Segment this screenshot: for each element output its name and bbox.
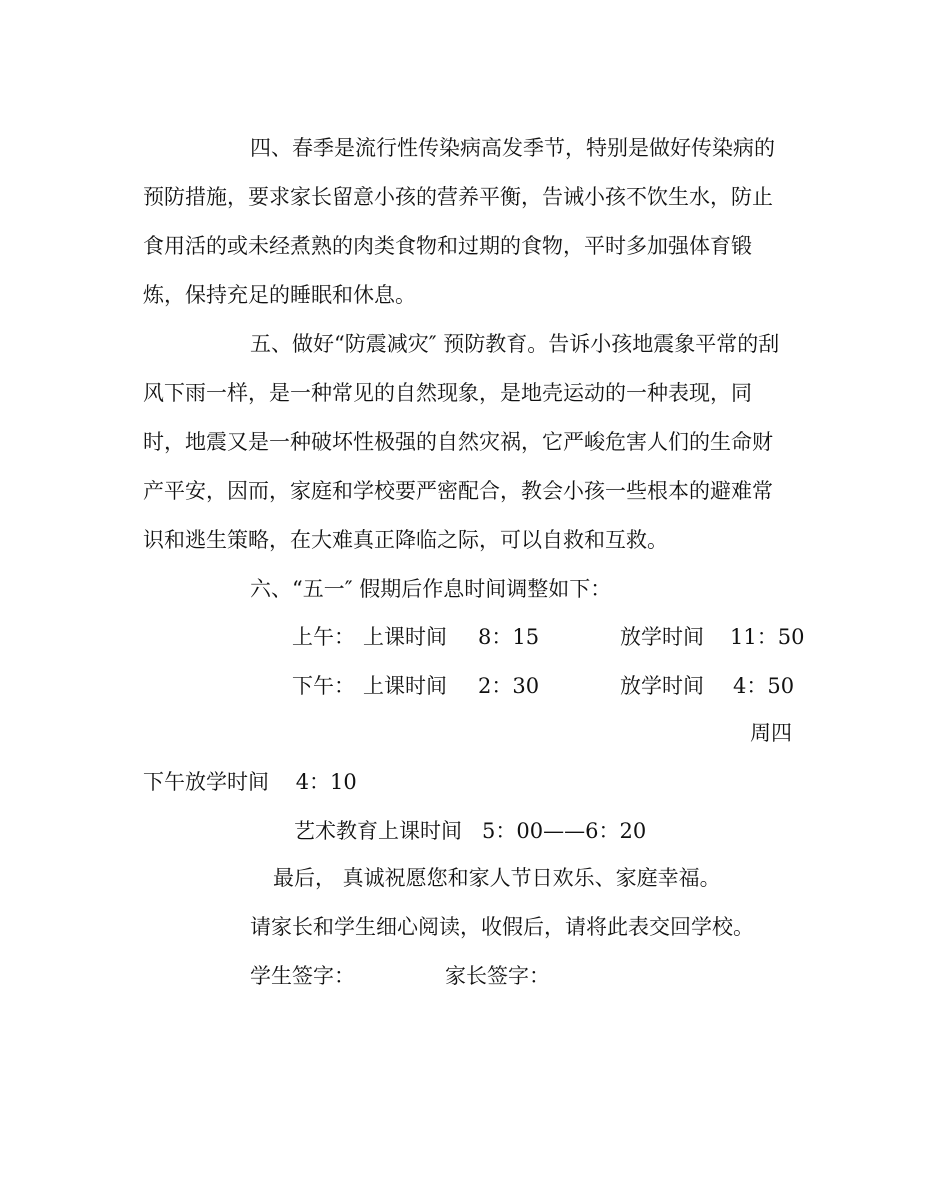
section4-line-4: 炼，保持充足的睡眠和休息。	[143, 283, 416, 307]
section4-line-2: 预防措施，要求家长留意小孩的营养平衡，告诫小孩不饮生水，防止	[143, 185, 773, 209]
student-signature-label: 学生签字：	[250, 964, 355, 988]
parent-signature-label: 家长签字：	[445, 964, 550, 988]
section5-line-2: 风下雨一样，是一种常见的自然现象，是地壳运动的一种表现，同	[143, 381, 752, 405]
morning-dismiss-time: 11：50	[730, 625, 805, 649]
art-class-line: 艺术教育上课时间 5：00——6：20	[294, 819, 647, 843]
section5-line-1: 五、做好“防震减灾″ 预防教育。告诉小孩地震象平常的刮	[250, 332, 780, 356]
afternoon-class-time: 2：30	[478, 674, 540, 698]
instruction-line: 请家长和学生细心阅读，收假后，请将此表交回学校。	[250, 915, 754, 939]
morning-class-time: 8：15	[478, 625, 540, 649]
morning-dismiss-label: 放学时间	[620, 625, 704, 649]
afternoon-class-label: 上课时间	[363, 674, 447, 698]
afternoon-dismiss-time: 4：50	[733, 674, 795, 698]
section4-line-1: 四、春季是流行性传染病高发季节，特别是做好传染病的	[250, 136, 775, 160]
morning-label: 上午：	[292, 625, 355, 649]
thursday-label: 周四	[750, 721, 792, 745]
section4-line-3: 食用活的或未经煮熟的肉类食物和过期的食物，平时多加强体育锻	[143, 234, 752, 258]
section5-line-3: 时，地震又是一种破坏性极强的自然灾祸，它严峻危害人们的生命财	[143, 430, 773, 454]
section5-line-4: 产平安，因而，家庭和学校要严密配合，教会小孩一些根本的避难常	[143, 479, 773, 503]
section6-heading: 六、“五一″ 假期后作息时间调整如下：	[250, 577, 612, 601]
section5-line-5: 识和逃生策略，在大难真正降临之际，可以自救和互救。	[143, 528, 668, 552]
thursday-dismiss-line: 下午放学时间 4：10	[143, 770, 357, 794]
morning-class-label: 上课时间	[363, 625, 447, 649]
afternoon-label: 下午：	[292, 674, 355, 698]
afternoon-dismiss-label: 放学时间	[620, 674, 704, 698]
closing-line: 最后， 真诚祝愿您和家人节日欢乐、家庭幸福。	[273, 866, 721, 890]
